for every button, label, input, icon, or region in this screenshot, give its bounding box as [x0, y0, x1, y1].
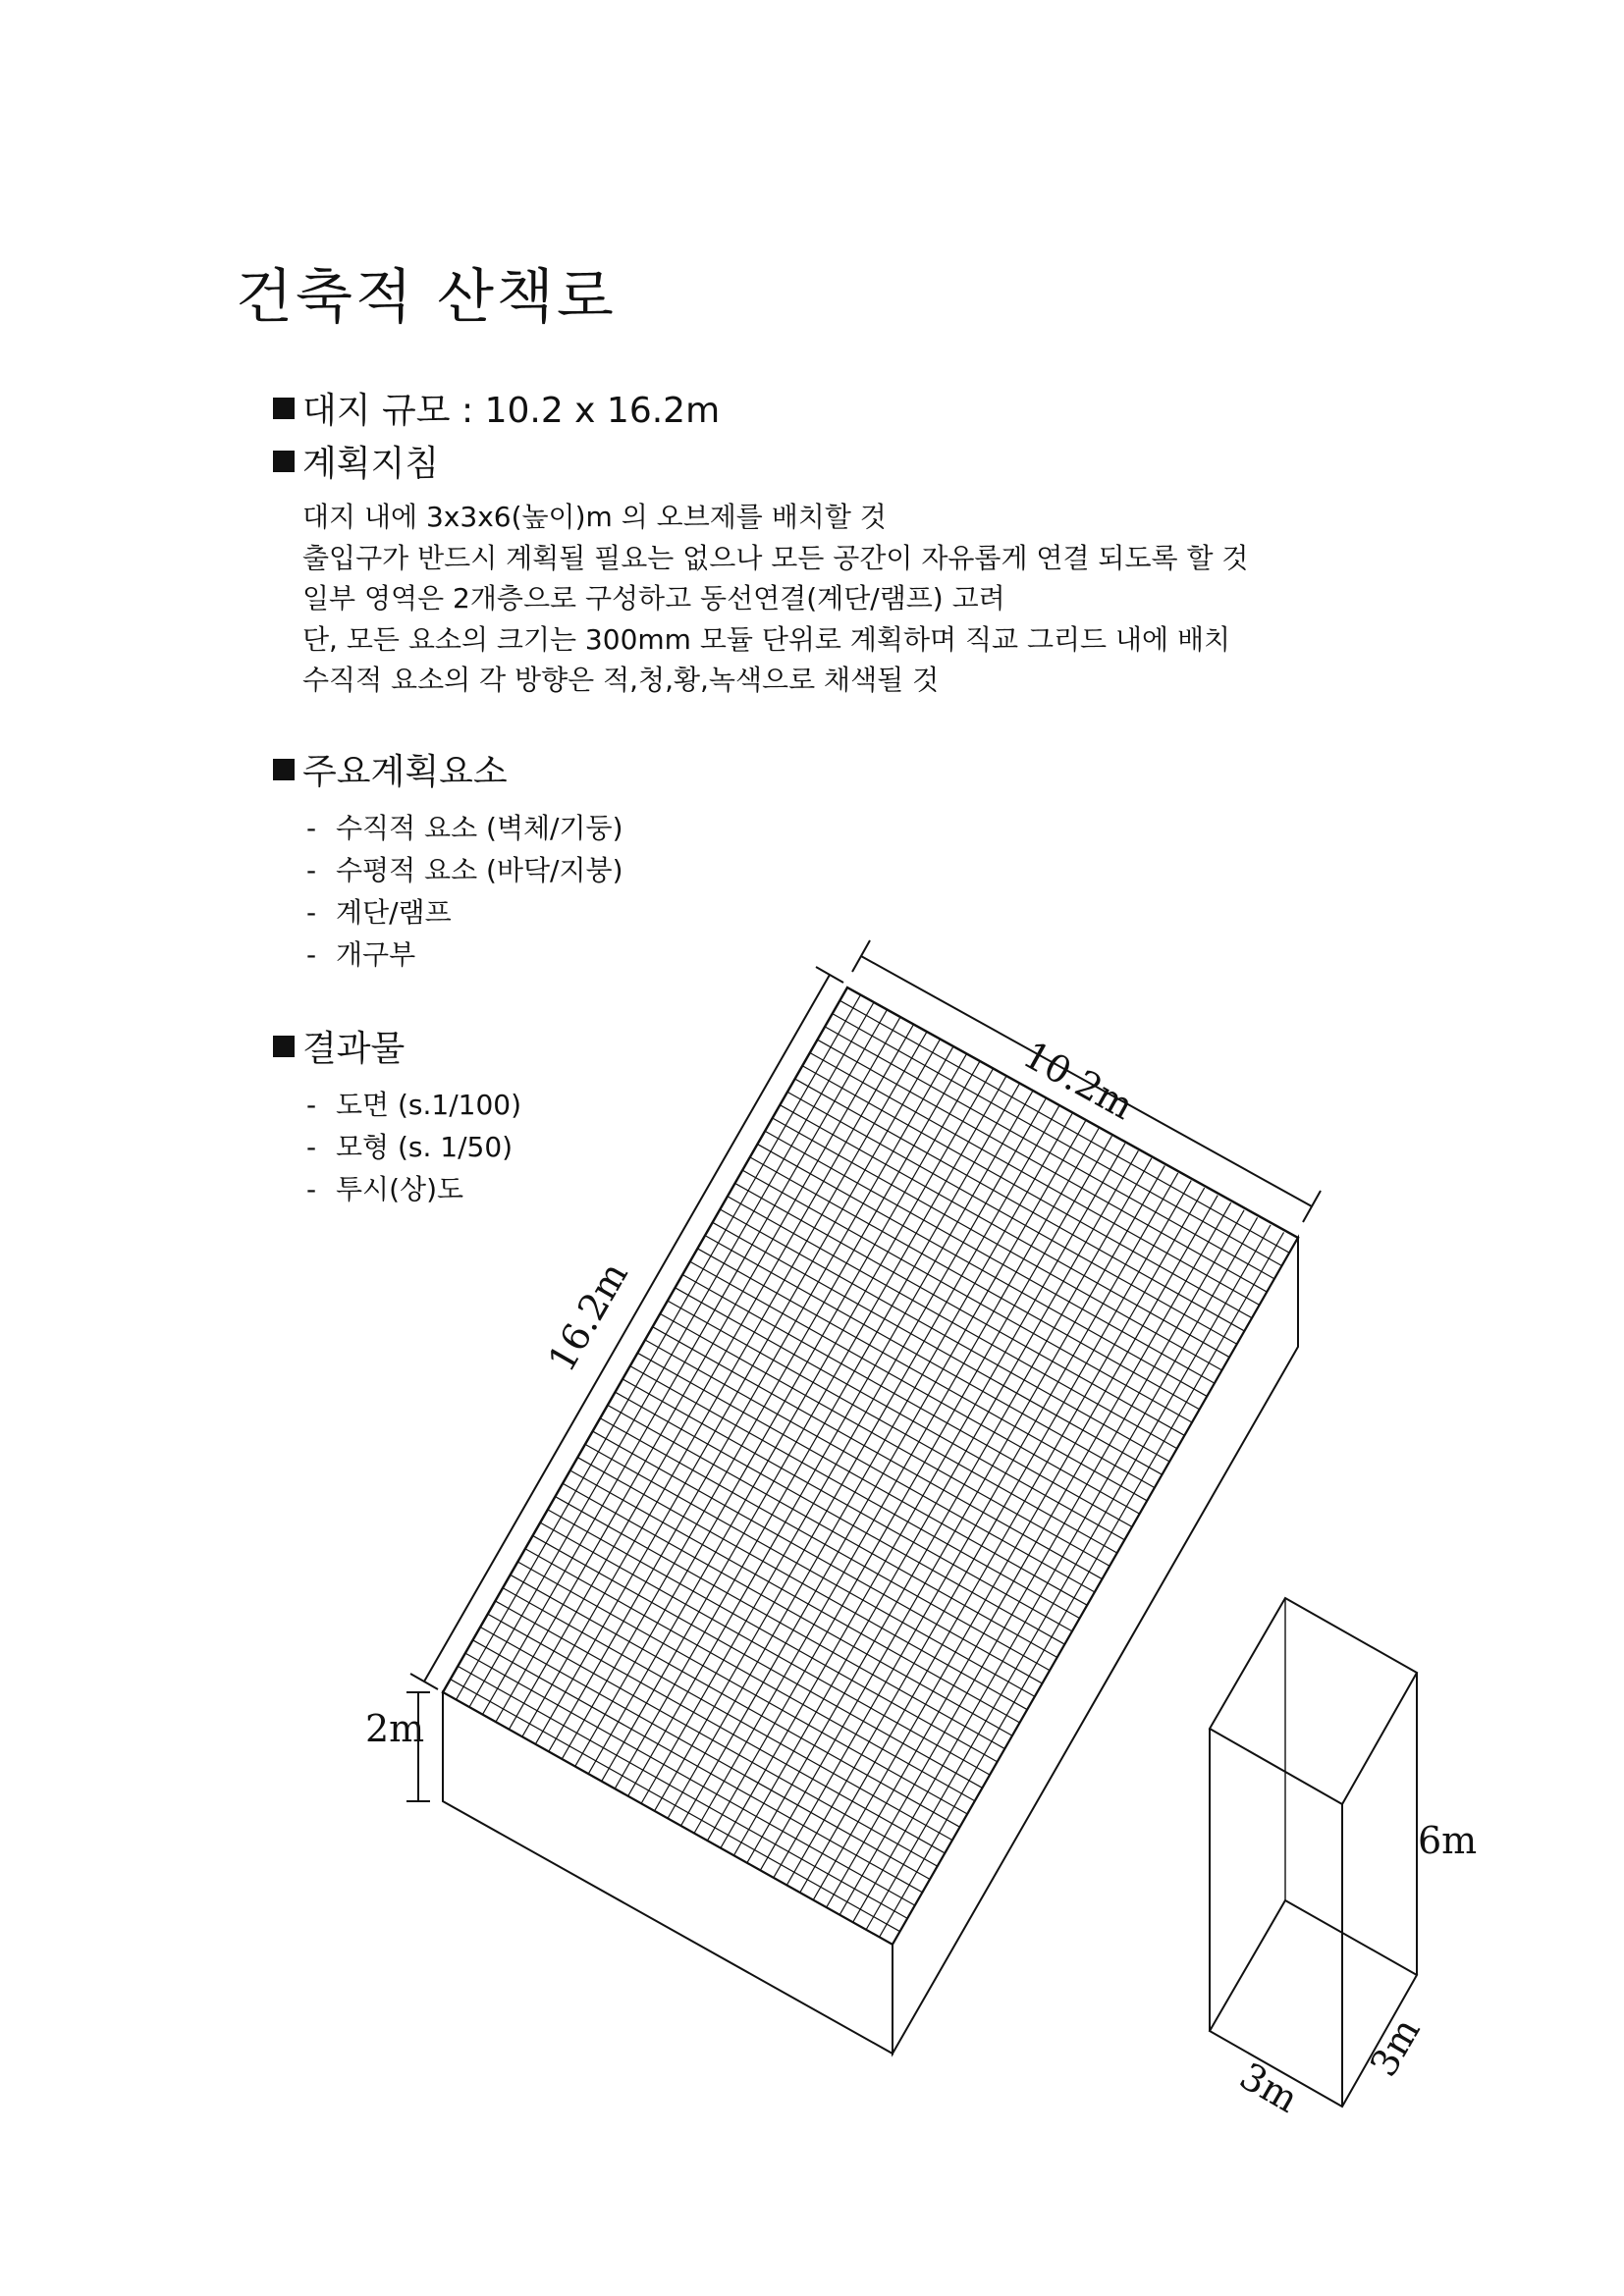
list-item: - 수직적 요소 (벽체/기둥)	[306, 807, 623, 849]
object-depth-label: 3m	[1361, 2010, 1429, 2084]
list-item: - 모형 (s. 1/50)	[306, 1126, 521, 1168]
guidelines-heading: 계획지침	[302, 444, 440, 484]
site-height-label: 2m	[365, 1707, 425, 1750]
elements-heading: 주요계획요소	[302, 752, 508, 792]
dimension-tick	[852, 940, 870, 972]
page-title: 건축적 산책로	[236, 263, 617, 332]
guideline-line: 수직적 요소의 각 방향은 적,청,황,녹색으로 채색될 것	[302, 664, 940, 696]
list-item: - 수평적 요소 (바닥/지붕)	[306, 849, 623, 891]
object-top-face	[1210, 1598, 1417, 1804]
list-item: - 투시(상)도	[306, 1168, 521, 1210]
site-width-label: 10.2m	[1015, 1033, 1141, 1129]
dimension-tick	[1303, 1191, 1321, 1222]
object-width-label: 3m	[1232, 2054, 1306, 2121]
dimension-tick	[410, 1674, 438, 1689]
object-height-label: 6m	[1418, 1819, 1478, 1862]
list-item: - 개구부	[306, 934, 623, 976]
guideline-line: 단, 모든 요소의 크기는 300mm 모듈 단위로 계획하며 직교 그리드 내에 배치	[302, 622, 1231, 656]
list-item: - 계단/램프	[306, 891, 623, 934]
results-heading: 결과물	[302, 1029, 406, 1069]
dimension-tick	[816, 967, 843, 983]
list-item: - 도면 (s.1/100)	[306, 1084, 521, 1126]
site-scale-text: 대지 규모 : 10.2 x 16.2m	[302, 391, 721, 431]
site-block	[443, 988, 1298, 2054]
guideline-line: 출입구가 반드시 계획될 필요는 없으나 모든 공간이 자유롭게 연결 되도록 할 것	[302, 541, 1249, 574]
object-labels	[1232, 1819, 1477, 2121]
site-length-label: 16.2m	[539, 1255, 636, 1379]
guideline-line: 대지 내에 3x3x6(높이)m 의 오브제를 배치할 것	[302, 501, 887, 533]
guideline-line: 일부 영역은 2개층으로 구성하고 동선연결(계단/램프) 고려	[302, 582, 1005, 614]
